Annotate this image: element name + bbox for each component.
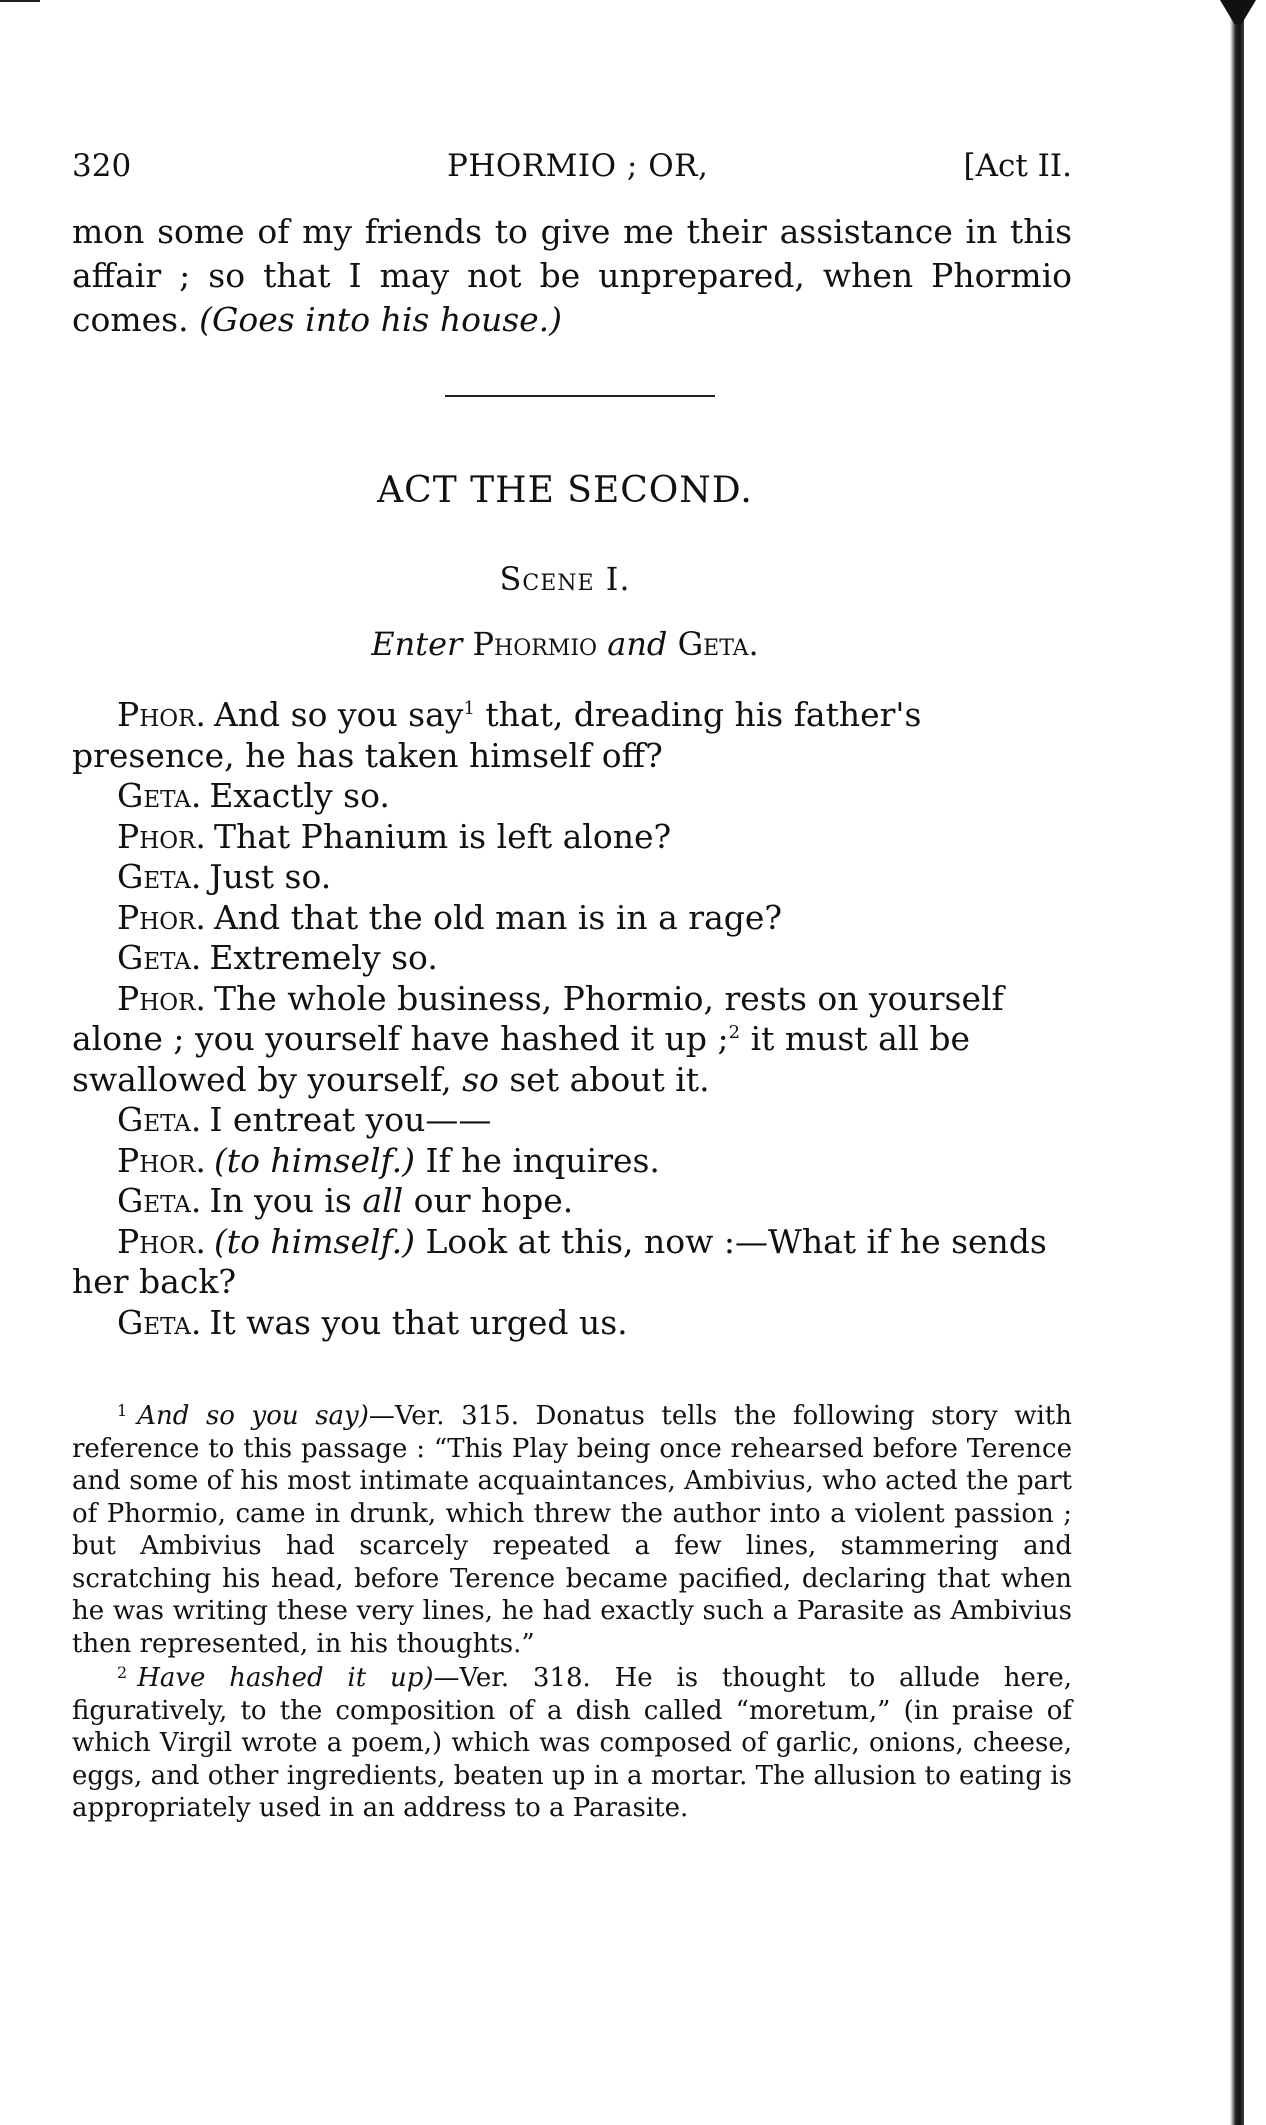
dialogue-line: [72, 1222, 1072, 1303]
speaker-name: Geta.: [117, 776, 202, 815]
stage-direction: (to himself.): [213, 1140, 415, 1180]
stage-direction: (to himself.): [213, 1221, 415, 1261]
line-text: It was you that urged us.: [209, 1302, 628, 1342]
line-text: And so you say: [213, 695, 464, 734]
footnote-reference: Have hashed it up): [137, 1663, 434, 1693]
dialogue-line: [72, 817, 1072, 858]
line-text: Just so.: [209, 857, 332, 896]
footnote-text: —Ver. 318. He is thought to allude here, figuratively, to the composition of a dish called “moretum,” (in praise of which Virgil wrote a poem,) which was composed of garlic, onions, cheese, eggs, and other ingredients, beaten up in a mortar. The allusion to eating is appropriately used in an address to a Parasite.: [72, 1663, 1072, 1823]
line-text-end: set about it.: [498, 1059, 710, 1099]
opening-paragraph: [72, 210, 1072, 342]
page-edge: [1230, 0, 1244, 2125]
line-text: And that the old man is in a rage?: [213, 897, 783, 937]
dialogue-line: [72, 1100, 1072, 1141]
speaker-name: Phor.: [117, 695, 206, 734]
footnotes: [72, 1400, 1072, 1827]
dialogue-line: [72, 1303, 1072, 1344]
entrance-and: and: [607, 625, 668, 663]
footnote-reference: And so you say): [137, 1401, 369, 1431]
section-divider: [445, 395, 715, 397]
dialogue-line: [72, 938, 1072, 979]
act-title: ACT THE SECOND.: [377, 470, 753, 511]
line-emphasis: all: [362, 1181, 404, 1220]
running-title: PHORMIO ; OR,: [447, 148, 709, 184]
footnote: [72, 1400, 1072, 1660]
line-text-continued: it must all be swallowed by yourself,: [72, 1019, 971, 1099]
stage-direction: (Goes into his house.): [199, 300, 563, 339]
line-text: In you is: [209, 1181, 363, 1220]
line-text-continued: that, dreading his father's presence, he has taken himself off?: [72, 695, 922, 775]
scene-title: Scene I.: [499, 560, 631, 598]
speaker-name: Geta.: [117, 938, 202, 977]
act-reference: [Act II.: [963, 148, 1072, 184]
footnote: [72, 1662, 1072, 1825]
speaker-name: Phor.: [117, 978, 206, 1018]
opening-text: [72, 210, 1072, 342]
footnote-ref: 1: [463, 698, 475, 719]
page-number: 320: [72, 148, 132, 184]
dialogue-line: [72, 857, 1072, 898]
entrance-character-1: Phormio: [472, 625, 598, 663]
line-text: Extremely so.: [209, 938, 438, 977]
footnote-ref: 2: [728, 1022, 741, 1043]
line-text: The whole business, Phormio, rests on yourself alone ; you yourself have hashed it up ;: [72, 978, 1004, 1058]
opening-text-body: mon some of my friends to give me their assistance in this affair ; so that I may not be unprepared, when Phormio comes.: [72, 212, 1072, 339]
dialogue-line: [72, 695, 1072, 776]
dialogue-line: [72, 1181, 1072, 1222]
line-emphasis: so: [462, 1059, 499, 1099]
corner-mark: [0, 0, 40, 2]
line-text: That Phanium is left alone?: [213, 816, 672, 856]
entrance-enter: Enter: [371, 625, 463, 663]
speaker-name: Geta.: [117, 857, 202, 896]
dialogue-line: [72, 979, 1072, 1101]
speaker-name: Phor.: [117, 816, 206, 856]
dialogue-line: [72, 1141, 1072, 1182]
dialogue-line: [72, 776, 1072, 817]
speaker-name: Geta.: [117, 1100, 202, 1139]
footnote-text: —Ver. 315. Donatus tells the following story with reference to this passage : “This Play being once rehearsed before Terence and some of his most intimate acquaintances, Ambivius, who acted the part of Phormio, came in drunk, which threw the author into a violent passion ; but Ambivius had scarcely repeated a few lines, stammering and scratching his head, before Terence became pacified, declaring that when he was writing these very lines, he had exactly such a Parasite as Ambivius then represented, in his thoughts.”: [72, 1401, 1072, 1659]
line-text: I entreat you——: [209, 1100, 492, 1139]
page-edge-top: [1220, 0, 1256, 24]
speaker-name: Phor.: [117, 1221, 206, 1261]
line-text: If he inquires.: [414, 1140, 660, 1180]
entrance-character-2: Geta.: [677, 625, 759, 663]
speaker-name: Geta.: [117, 1302, 202, 1342]
dialogue-line: [72, 898, 1072, 939]
speaker-name: Geta.: [117, 1181, 202, 1220]
footnote-number: 2: [117, 1663, 128, 1682]
entrance-direction: [0, 625, 1130, 663]
speaker-name: Phor.: [117, 897, 206, 937]
footnote-number: 1: [117, 1401, 128, 1420]
page-header: [72, 148, 1072, 196]
line-text: Look at this, now :—What if he sends her back?: [72, 1221, 1047, 1301]
speaker-name: Phor.: [117, 1140, 206, 1180]
line-text-end: our hope.: [403, 1181, 574, 1220]
line-text: Exactly so.: [209, 776, 390, 815]
dialogue: [72, 695, 1072, 1343]
